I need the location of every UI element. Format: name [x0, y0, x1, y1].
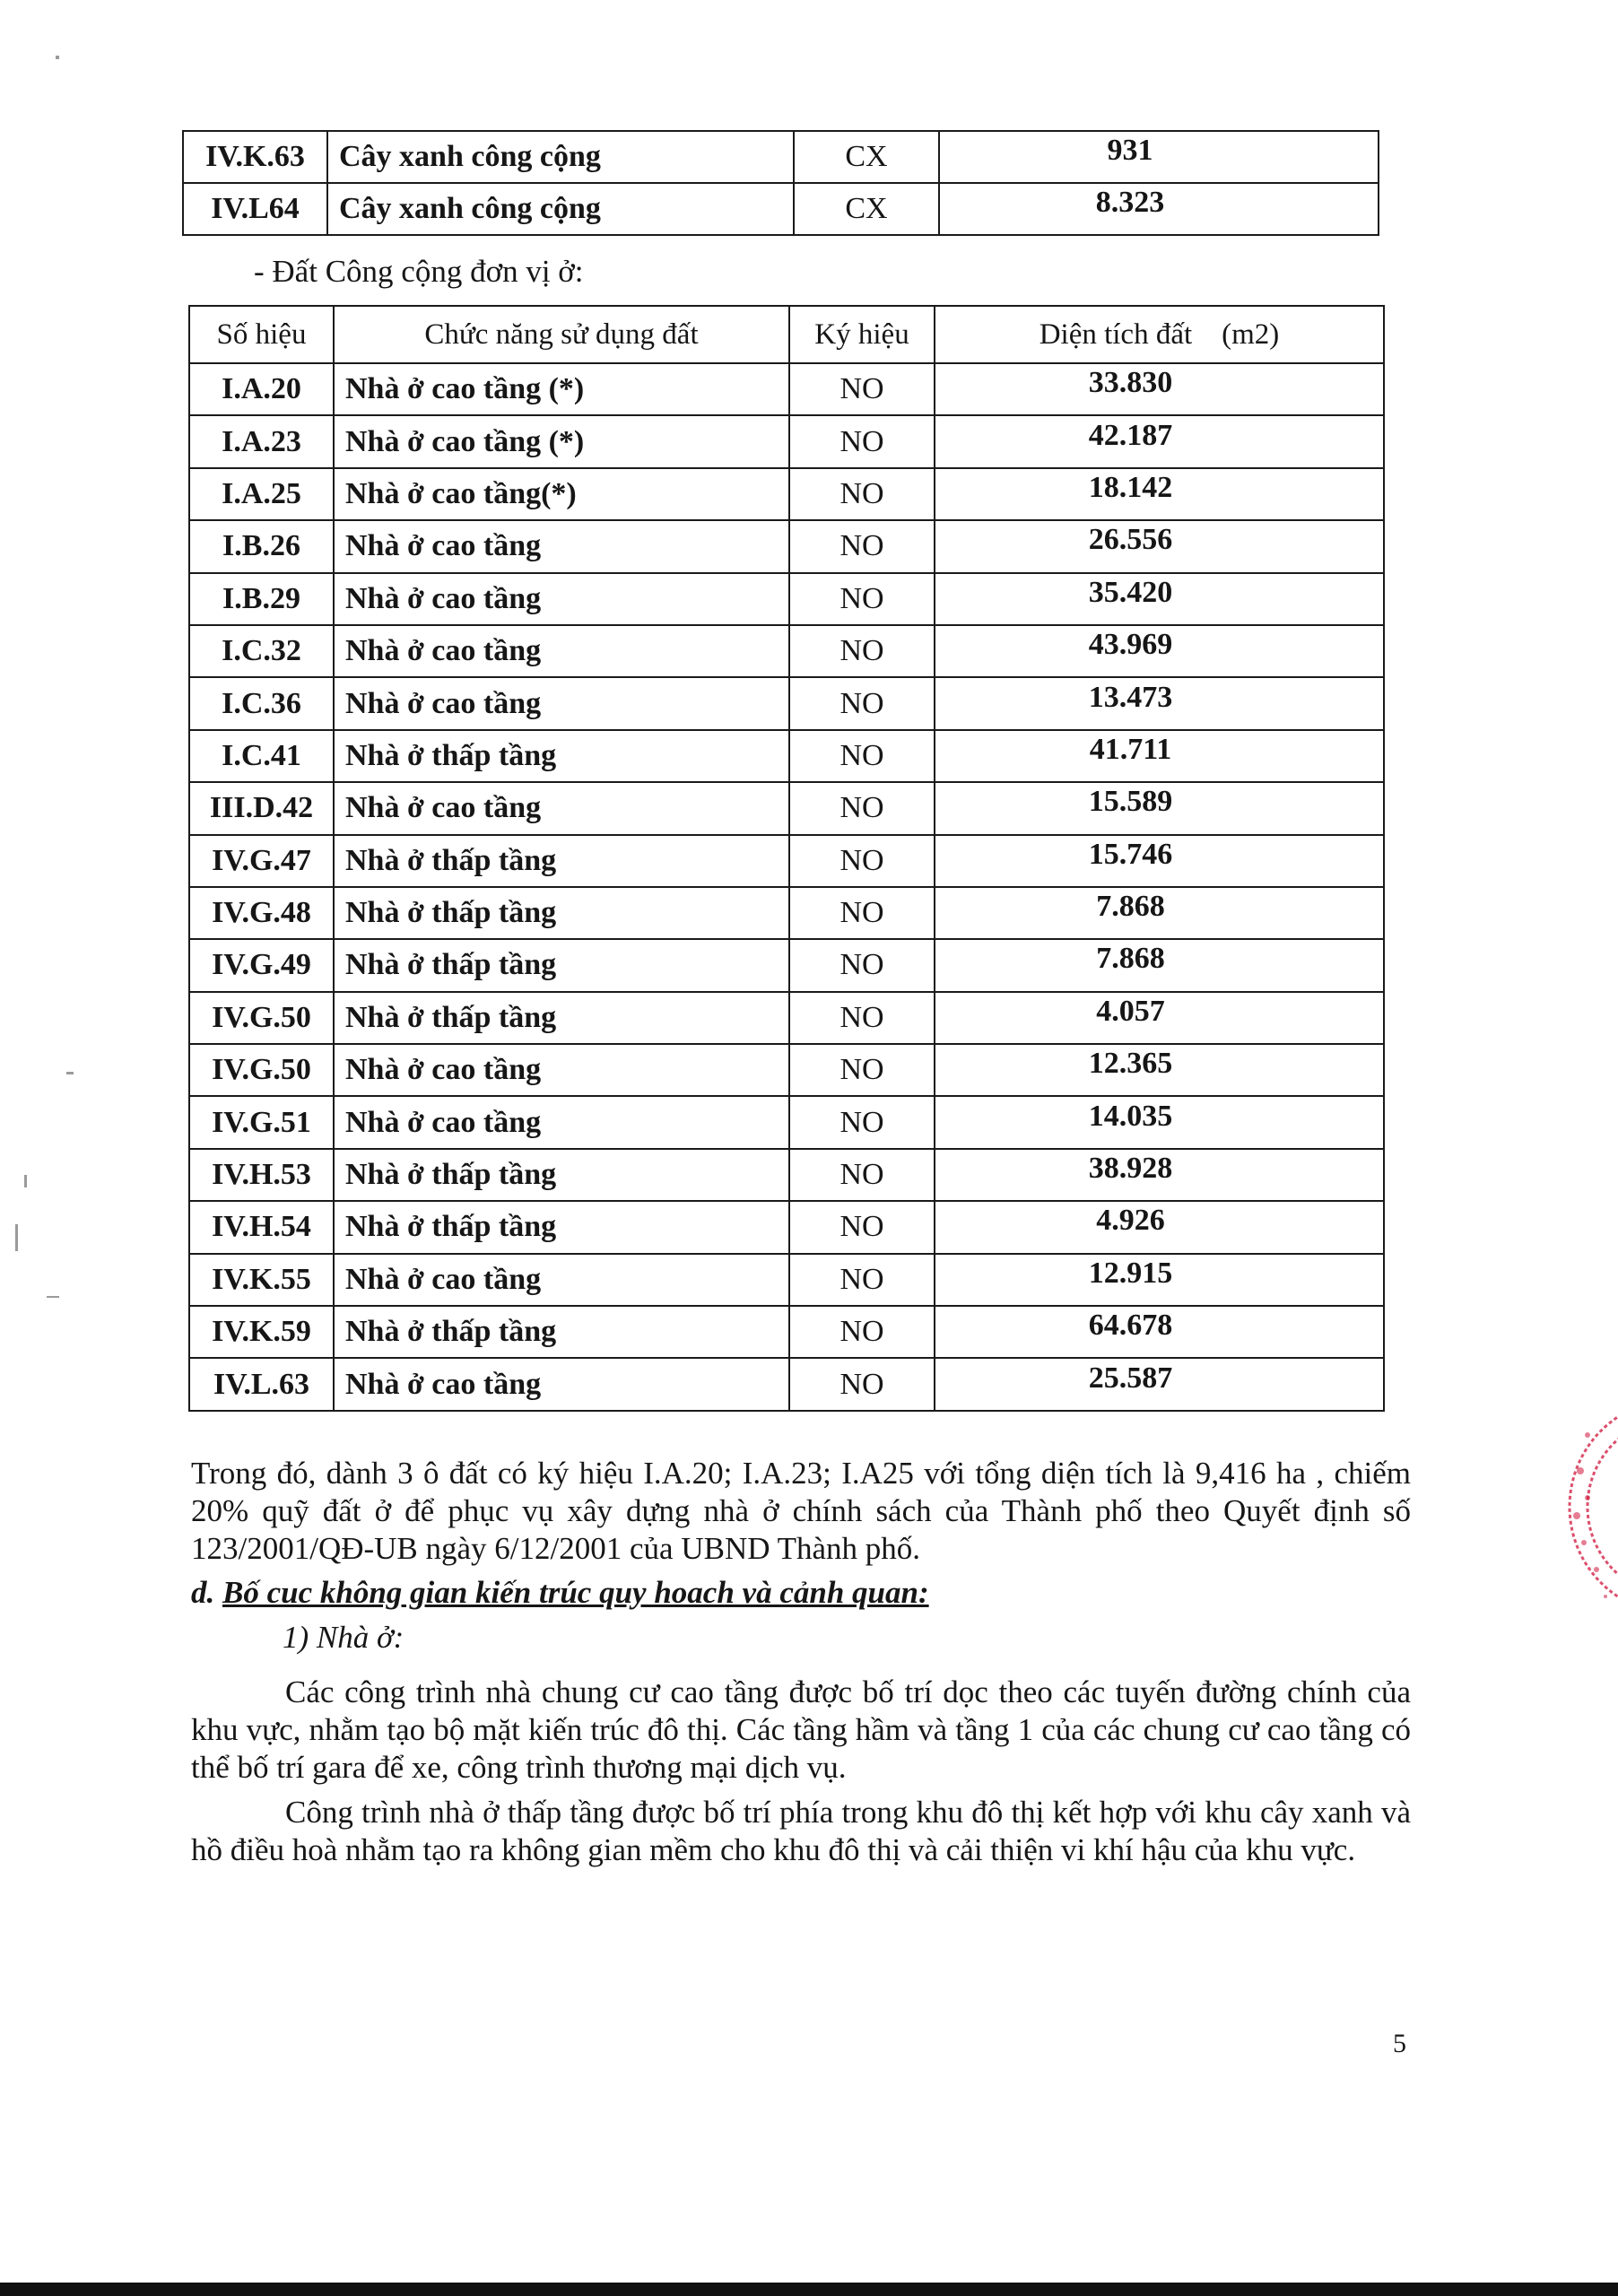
land-area: 38.928	[935, 1149, 1384, 1201]
land-area: 15.746	[935, 835, 1384, 887]
land-use-symbol: NO	[789, 415, 935, 467]
table-row	[183, 131, 1379, 183]
land-area: 33.830	[935, 363, 1384, 415]
table-row	[189, 730, 1384, 782]
land-use-symbol: NO	[789, 730, 935, 782]
land-use-symbol: CX	[794, 131, 939, 183]
table-row	[189, 992, 1384, 1044]
land-area: 42.187	[935, 415, 1384, 467]
land-use-symbol: NO	[789, 1254, 935, 1306]
paragraph-high-rise: Các công trình nhà chung cư cao tầng được bố trí dọc theo các tuyến đường chính của khu vực, nhằm tạo bộ mặt kiến trúc đô thị. Các tầng hầm và tầng 1 của các chung cư cao tầng có thể bố trí gara để xe, công trình thương mại dịch vụ.	[191, 1674, 1411, 1785]
table-row	[189, 1254, 1384, 1306]
land-use-symbol: NO	[789, 782, 935, 834]
scan-speck	[47, 1296, 59, 1298]
header-symbol: Ký hiệu	[789, 306, 935, 363]
lot-code: I.C.41	[189, 730, 334, 782]
lot-code: IV.K.63	[183, 131, 327, 183]
land-use-function: Nhà ở thấp tầng	[334, 887, 789, 939]
land-area: 26.556	[935, 520, 1384, 572]
green-space-table	[182, 130, 1379, 236]
land-use-symbol: NO	[789, 1096, 935, 1148]
land-use-symbol: NO	[789, 1201, 935, 1253]
land-area: 35.420	[935, 573, 1384, 625]
land-use-symbol: NO	[789, 835, 935, 887]
land-area: 25.587	[935, 1358, 1384, 1410]
land-area: 12.915	[935, 1254, 1384, 1306]
red-official-seal-icon	[1561, 1381, 1618, 1632]
lot-code: IV.H.54	[189, 1201, 334, 1253]
table-row	[189, 625, 1384, 677]
land-use-function: Nhà ở thấp tầng	[334, 992, 789, 1044]
lot-code: I.A.25	[189, 468, 334, 520]
land-area: 18.142	[935, 468, 1384, 520]
land-use-function: Nhà ở thấp tầng	[334, 1201, 789, 1253]
land-use-function: Nhà ở cao tầng	[334, 782, 789, 834]
table-row	[189, 363, 1384, 415]
land-area: 41.711	[935, 730, 1384, 782]
land-area: 7.868	[935, 939, 1384, 991]
land-use-function: Nhà ở cao tầng(*)	[334, 468, 789, 520]
land-use-symbol: NO	[789, 939, 935, 991]
land-use-symbol: NO	[789, 468, 935, 520]
table-header-row	[189, 306, 1384, 363]
land-use-symbol: NO	[789, 887, 935, 939]
lot-code: IV.G.51	[189, 1096, 334, 1148]
land-area: 12.365	[935, 1044, 1384, 1096]
land-use-symbol: NO	[789, 625, 935, 677]
land-use-symbol: NO	[789, 573, 935, 625]
lot-code: IV.G.47	[189, 835, 334, 887]
land-use-function: Cây xanh công cộng	[327, 183, 794, 235]
residential-land-table	[188, 305, 1385, 1412]
land-area: 931	[939, 131, 1379, 183]
lot-code: I.A.23	[189, 415, 334, 467]
lot-code: I.A.20	[189, 363, 334, 415]
land-use-function: Nhà ở cao tầng	[334, 520, 789, 572]
scan-bottom-edge	[0, 2283, 1618, 2296]
land-use-function: Nhà ở thấp tầng	[334, 1149, 789, 1201]
land-use-function: Nhà ở cao tầng	[334, 625, 789, 677]
land-area: 4.057	[935, 992, 1384, 1044]
table-row	[189, 1149, 1384, 1201]
table-row	[189, 415, 1384, 467]
page-number: 5	[1393, 2029, 1406, 2058]
section-d-heading	[191, 1575, 929, 1611]
lot-code: IV.G.50	[189, 1044, 334, 1096]
land-use-symbol: NO	[789, 363, 935, 415]
table-row	[189, 835, 1384, 887]
table-row	[189, 939, 1384, 991]
land-use-function: Nhà ở cao tầng (*)	[334, 415, 789, 467]
scan-speck	[24, 1175, 27, 1187]
subsection-housing: 1) Nhà ở:	[283, 1620, 404, 1655]
land-use-function: Nhà ở cao tầng	[334, 1044, 789, 1096]
land-use-function: Nhà ở cao tầng	[334, 1254, 789, 1306]
land-use-symbol: CX	[794, 183, 939, 235]
scan-speck	[15, 1224, 18, 1251]
lot-code: IV.L.63	[189, 1358, 334, 1410]
land-use-symbol: NO	[789, 1149, 935, 1201]
lot-code: I.C.36	[189, 677, 334, 729]
land-use-function: Nhà ở thấp tầng	[334, 939, 789, 991]
land-use-symbol: NO	[789, 520, 935, 572]
land-use-symbol: NO	[789, 1044, 935, 1096]
header-function: Chức năng sử dụng đất	[334, 306, 789, 363]
table-row	[189, 520, 1384, 572]
table-row	[189, 887, 1384, 939]
lot-code: IV.K.55	[189, 1254, 334, 1306]
lot-code: IV.L64	[183, 183, 327, 235]
header-area: Diện tích đất (m2)	[935, 306, 1384, 363]
lot-code: III.D.42	[189, 782, 334, 834]
scan-speck	[66, 1072, 74, 1074]
lot-code: IV.G.49	[189, 939, 334, 991]
land-area: 7.868	[935, 887, 1384, 939]
land-use-symbol: NO	[789, 1358, 935, 1410]
land-use-function: Nhà ở cao tầng	[334, 573, 789, 625]
table-row	[189, 1201, 1384, 1253]
table-row	[189, 468, 1384, 520]
table-row	[183, 183, 1379, 235]
lot-code: I.B.26	[189, 520, 334, 572]
table-row	[189, 1358, 1384, 1410]
paragraph-low-rise: Công trình nhà ở thấp tầng được bố trí phía trong khu đô thị kết hợp với khu cây xanh và hồ điều hoà nhằm tạo ra không gian mềm cho khu đô thị và cải thiện vi khí hậu của khu vực.	[191, 1795, 1411, 1867]
lot-code: IV.K.59	[189, 1306, 334, 1358]
lot-code: IV.H.53	[189, 1149, 334, 1201]
table-row	[189, 1044, 1384, 1096]
land-use-function: Nhà ở thấp tầng	[334, 730, 789, 782]
land-use-function: Nhà ở thấp tầng	[334, 835, 789, 887]
land-area: 8.323	[939, 183, 1379, 235]
land-area: 64.678	[935, 1306, 1384, 1358]
table-row	[189, 1096, 1384, 1148]
scan-speck	[56, 56, 59, 59]
land-area: 15.589	[935, 782, 1384, 834]
table-row	[189, 782, 1384, 834]
land-use-function: Cây xanh công cộng	[327, 131, 794, 183]
table-row	[189, 677, 1384, 729]
land-use-symbol: NO	[789, 992, 935, 1044]
land-use-function: Nhà ở thấp tầng	[334, 1306, 789, 1358]
section-subheading: - Đất Công cộng đơn vị ở:	[254, 254, 584, 289]
land-use-symbol: NO	[789, 677, 935, 729]
land-use-symbol: NO	[789, 1306, 935, 1358]
land-area: 14.035	[935, 1096, 1384, 1148]
section-d-title: Bố cuc không gian kiến trúc quy hoach và cảnh quan:	[222, 1575, 929, 1610]
land-use-function: Nhà ở cao tầng	[334, 1096, 789, 1148]
section-d-prefix: d.	[191, 1575, 215, 1610]
lot-code: I.C.32	[189, 625, 334, 677]
land-use-function: Nhà ở cao tầng	[334, 1358, 789, 1410]
land-use-function: Nhà ở cao tầng (*)	[334, 363, 789, 415]
paragraph-policy-housing: Trong đó, dành 3 ô đất có ký hiệu I.A.20; I.A.23; I.A25 với tổng diện tích là 9,416 ha , chiếm 20% quỹ đất ở để phục vụ xây dựng nhà ở chính sách của Thành phố theo Quyết định số 123/2001/QĐ-UB ngày 6/12/2001 của UBND Thành phố.	[191, 1456, 1411, 1566]
lot-code: IV.G.48	[189, 887, 334, 939]
land-area: 43.969	[935, 625, 1384, 677]
land-use-function: Nhà ở cao tầng	[334, 677, 789, 729]
table-row	[189, 1306, 1384, 1358]
lot-code: IV.G.50	[189, 992, 334, 1044]
land-area: 4.926	[935, 1201, 1384, 1253]
table-row	[189, 573, 1384, 625]
header-code: Số hiệu	[189, 306, 334, 363]
lot-code: I.B.29	[189, 573, 334, 625]
land-area: 13.473	[935, 677, 1384, 729]
